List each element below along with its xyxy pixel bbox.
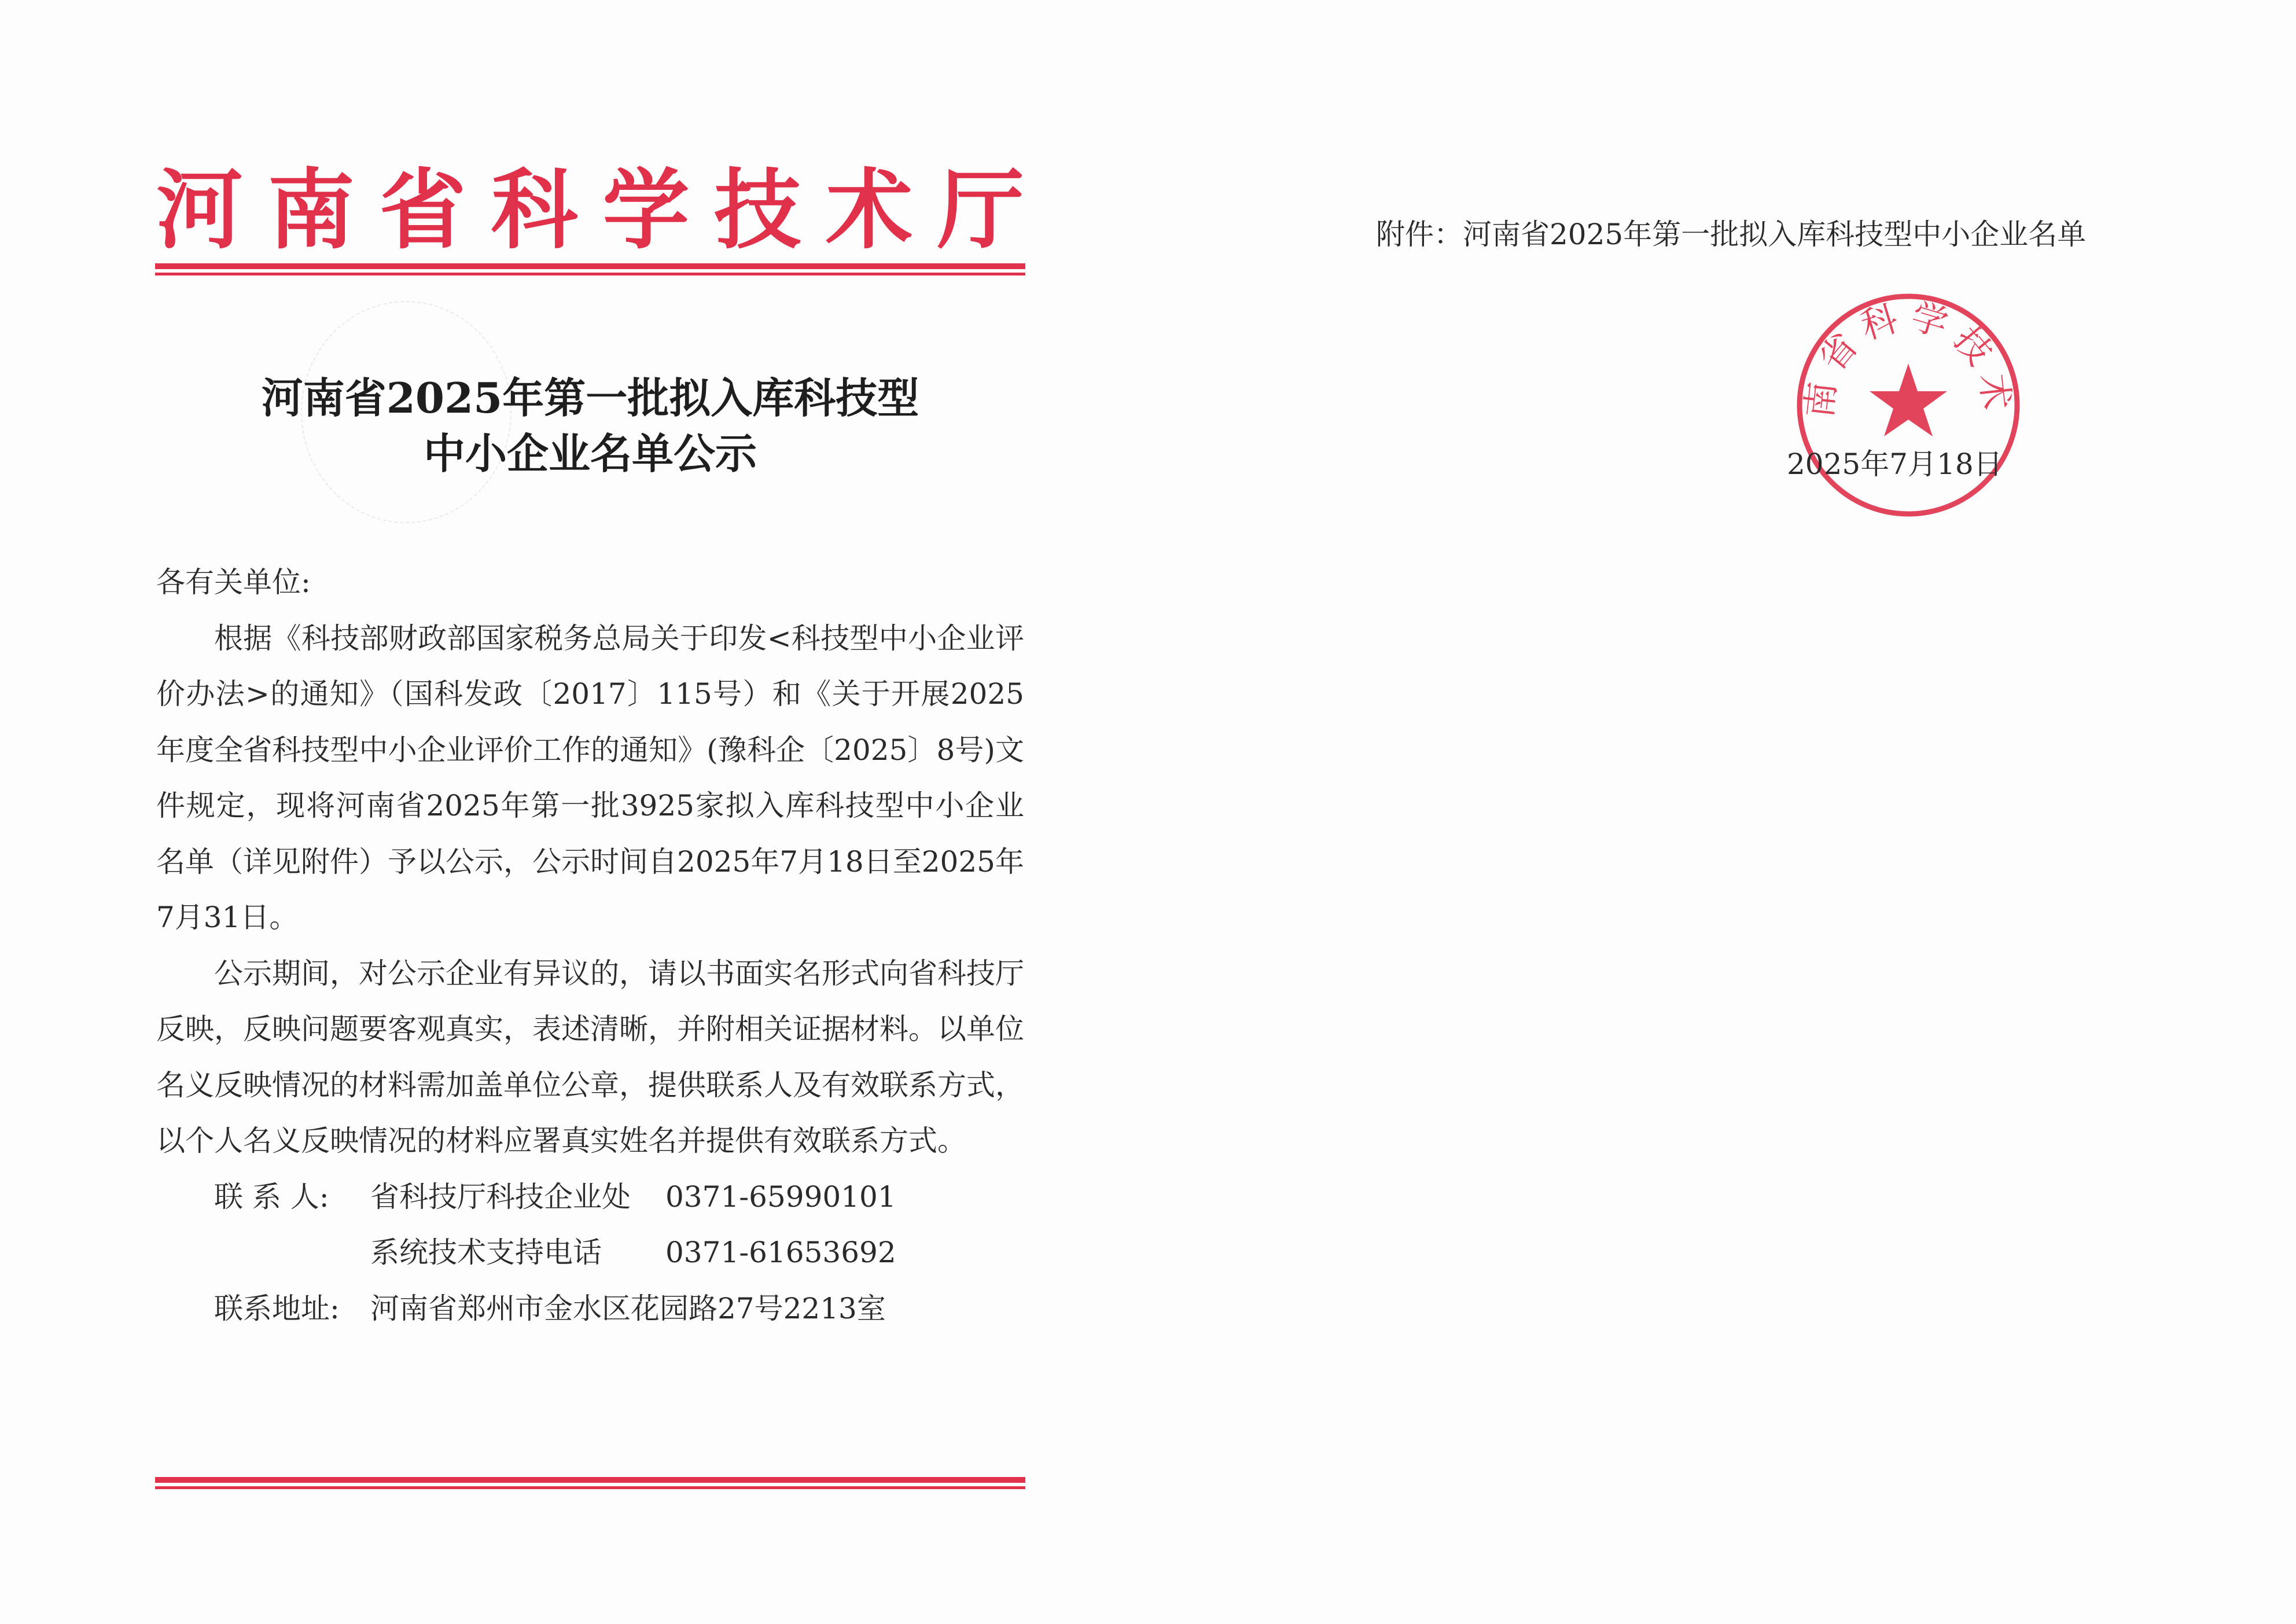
- letterhead-agency-name: [156, 148, 1024, 261]
- letterhead-divider-bottom: [155, 1477, 1025, 1492]
- address-value: 河南省郑州市金水区花园路27号2213室: [370, 1291, 886, 1325]
- issue-date: 2025年7月18日: [1787, 447, 2003, 481]
- letterhead-char: 科: [491, 159, 578, 261]
- letterhead-char: 技: [714, 159, 801, 261]
- contact-person-phone: 0371-65990101: [665, 1180, 896, 1214]
- paragraph-objection: 公示期间，对公示企业有异议的，请以书面实名形式向省科技厅反映，反映问题要客观真实，表述清晰，并附相关证据材料。以单位名义反映情况的材料需加盖单位公章，提供联系人及有效联系方式，以个人名义反映情况的材料应署真实姓名并提供有效联系方式。: [156, 956, 1024, 1158]
- letterhead-divider-top: [155, 263, 1025, 278]
- support-phone-row: [156, 1225, 1024, 1281]
- title-line-1: 河南省2025年第一批拟入库科技型: [261, 373, 919, 422]
- attachment-title: 附件：河南省2025年第一批拟入库科技型中小企业名单: [1376, 218, 2087, 251]
- document-title: [156, 370, 1024, 482]
- paragraph-basis: 根据《科技部财政部国家税务总局关于印发<科技型中小企业评价办法>的通知》（国科发政〔2017〕115号）和《关于开展2025年度全省科技型中小企业评价工作的通知》(豫科企〔2025〕8号)文件规定，现将河南省2025年第一批3925家拟入库科技型中小企业名单（详见附件）予以公示，公示时间自2025年7月18日至2025年7月31日。: [156, 621, 1024, 934]
- letterhead-char: 厅: [937, 159, 1024, 261]
- salutation: 各有关单位:: [156, 565, 311, 599]
- seal-graphic: [1793, 289, 2024, 521]
- letterhead-char: 学: [602, 159, 690, 261]
- support-label: 系统技术支持电话: [370, 1236, 602, 1269]
- contact-person-label: 联 系 人:: [214, 1180, 329, 1214]
- letterhead-char: 术: [826, 159, 913, 261]
- contact-person-row: [156, 1169, 1024, 1225]
- seal-text: 南省科学技术: [1798, 295, 2019, 420]
- letterhead-char: 省: [379, 159, 466, 261]
- document-body: [156, 554, 1024, 1336]
- letterhead-char: 南: [267, 159, 355, 261]
- letterhead-char: 河: [156, 159, 244, 261]
- contact-person-dept: 省科技厅科技企业处: [370, 1180, 631, 1214]
- address-label: 联系地址:: [214, 1291, 340, 1325]
- official-seal: [1793, 289, 2024, 521]
- address-row: [156, 1281, 1024, 1337]
- title-line-2: 中小企业名单公示: [423, 429, 757, 478]
- support-phone: 0371-61653692: [665, 1236, 896, 1269]
- star-icon: [1870, 363, 1947, 436]
